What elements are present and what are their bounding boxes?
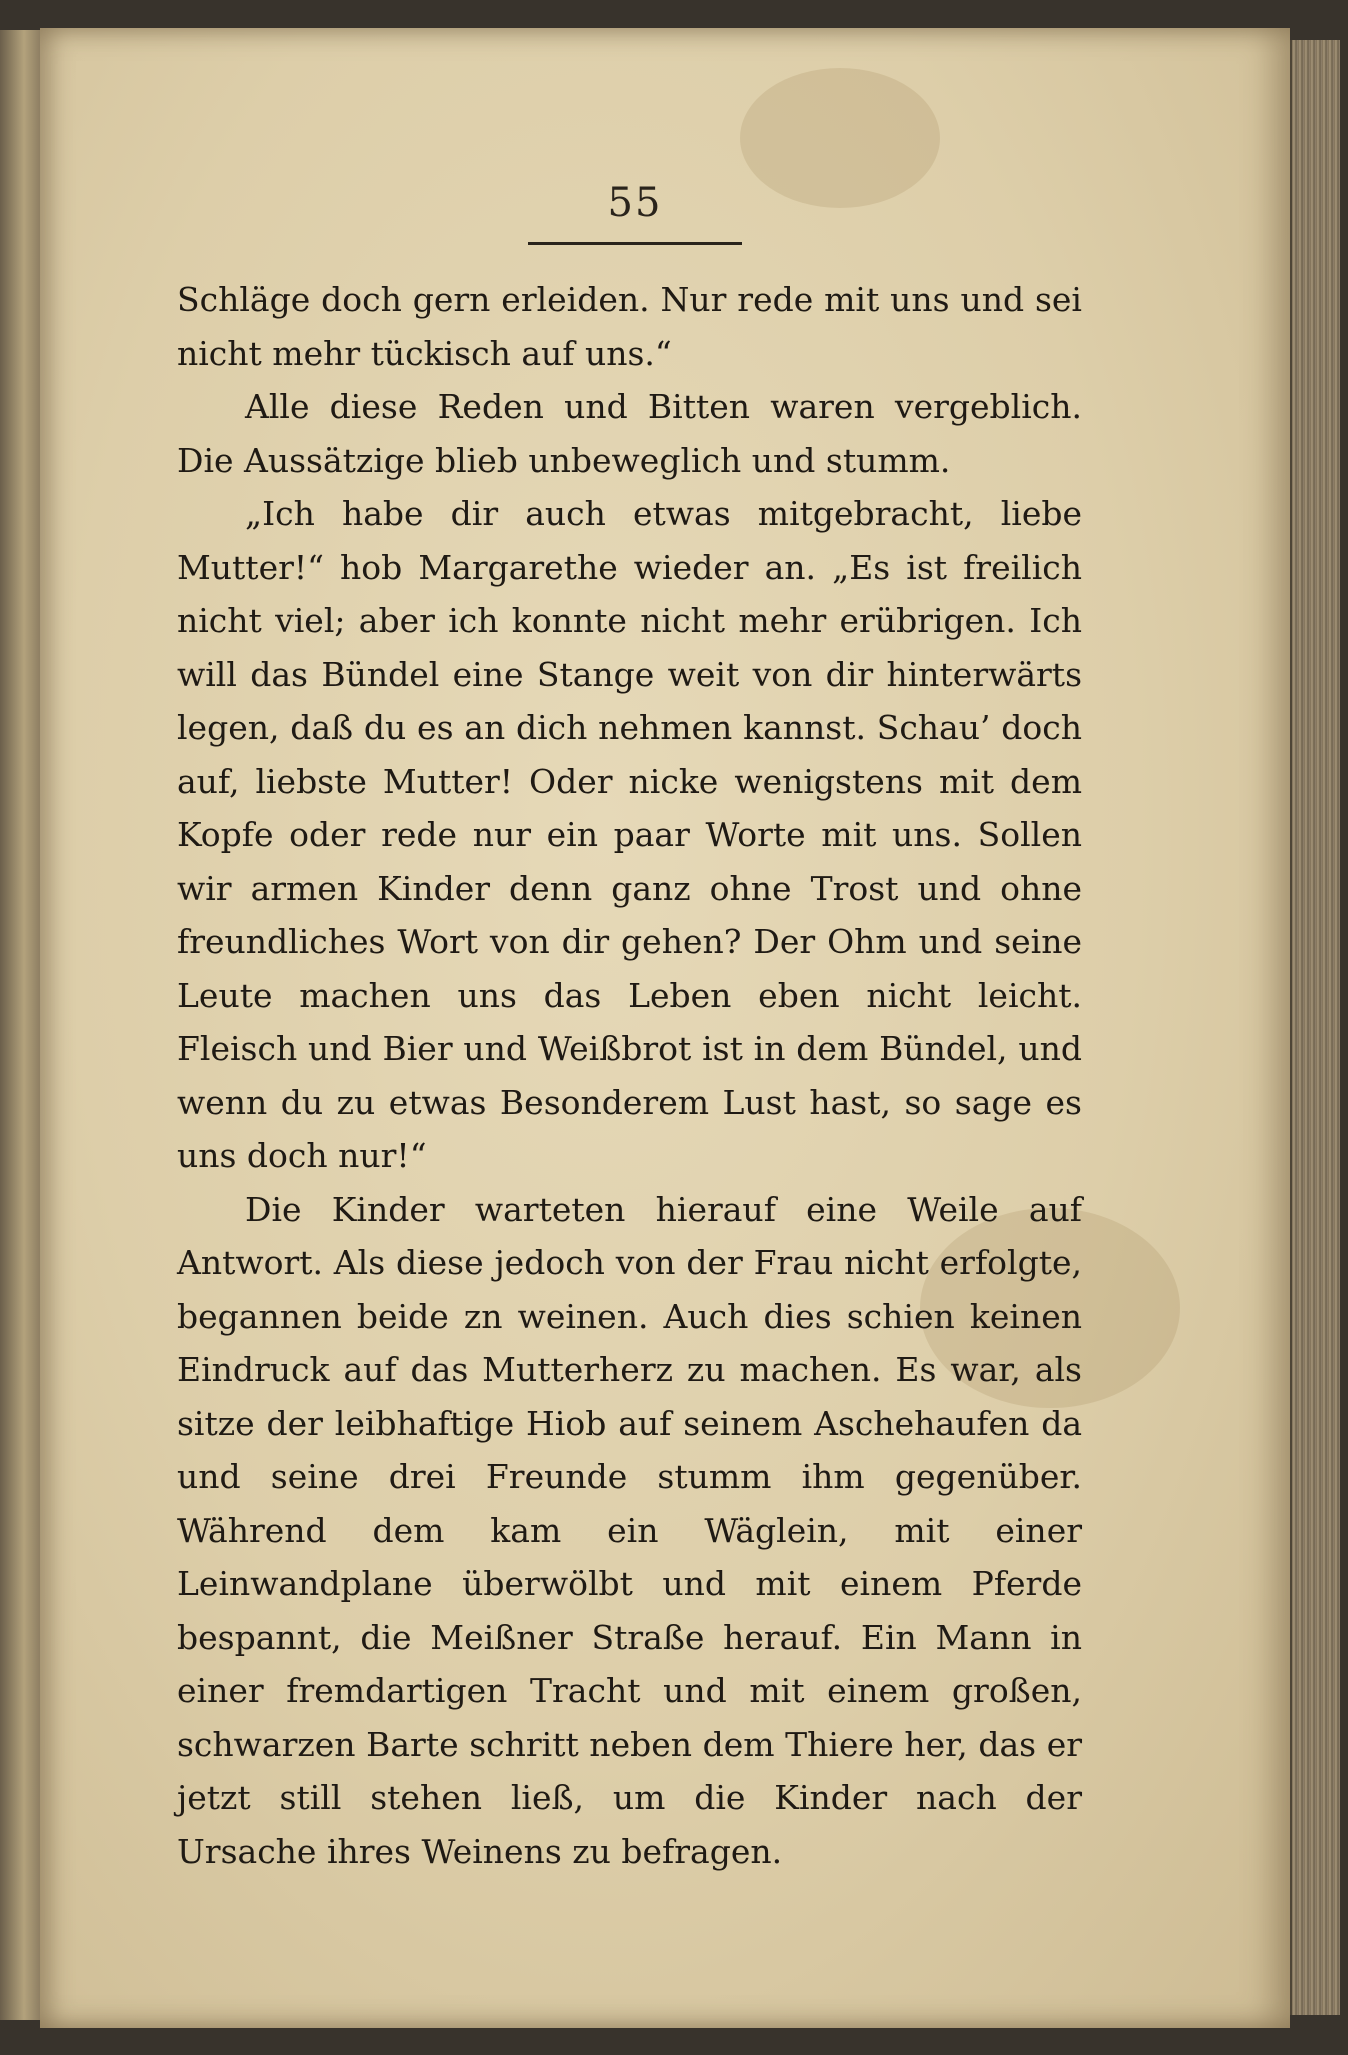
page-block-edges xyxy=(1290,40,1340,2015)
book-page xyxy=(40,28,1290,2028)
paragraph: Die Kinder warteten hierauf eine Weile auf Antwort. Als diese jedoch von der Frau nicht erfolgte, begannen beide zn weinen. Auch dies schien keinen Eindruck auf das Mutterherz zu machen. Es war, als sitze der leibhaftige Hiob auf seinem Aschehaufen da und seine drei Freunde stumm ihm gegenüber. Während dem kam ein Wäglein, mit einer Leinwandplane überwölbt und mit einem Pferde bespannt, die Meißner Straße herauf. Ein Mann in einer fremdartigen Tracht und mit einem großen, schwarzen Barte schritt neben dem Thiere her, das er jetzt still stehen ließ, um die Kinder nach der Ursache ihres Weinens zu befragen. xyxy=(177,1189,1082,1871)
left-page-edge xyxy=(0,30,40,2020)
body-text xyxy=(177,273,1082,1878)
paragraph: Schläge doch gern erleiden. Nur rede mit uns und sei nicht mehr tückisch auf uns.“ xyxy=(177,280,1082,373)
paragraph: Alle diese Reden und Bitten waren vergeblich. Die Aussätzige blieb unbeweglich und stumm. xyxy=(177,387,1082,480)
page-number: 55 xyxy=(607,180,663,226)
header-rule xyxy=(528,242,742,245)
paragraph: „Ich habe dir auch etwas mitgebracht, liebe Mutter!“ hob Margarethe wieder an. „Es ist freilich nicht viel; aber ich konnte nicht mehr erübrigen. Ich will das Bündel eine Stange weit von dir hinterwärts legen, daß du es an dich nehmen kannst. Schau’ doch auf, liebste Mutter! Oder nicke wenigstens mit dem Kopfe oder rede nur ein paar Worte mit uns. Sollen wir armen Kinder denn ganz ohne Trost und ohne freundliches Wort von dir gehen? Der Ohm und seine Leute machen uns das Leben eben nicht leicht. Fleisch und Bier und Weißbrot ist in dem Bündel, und wenn du zu etwas Besonderem Lust hast, so sage es uns doch nur!“ xyxy=(177,494,1082,1175)
